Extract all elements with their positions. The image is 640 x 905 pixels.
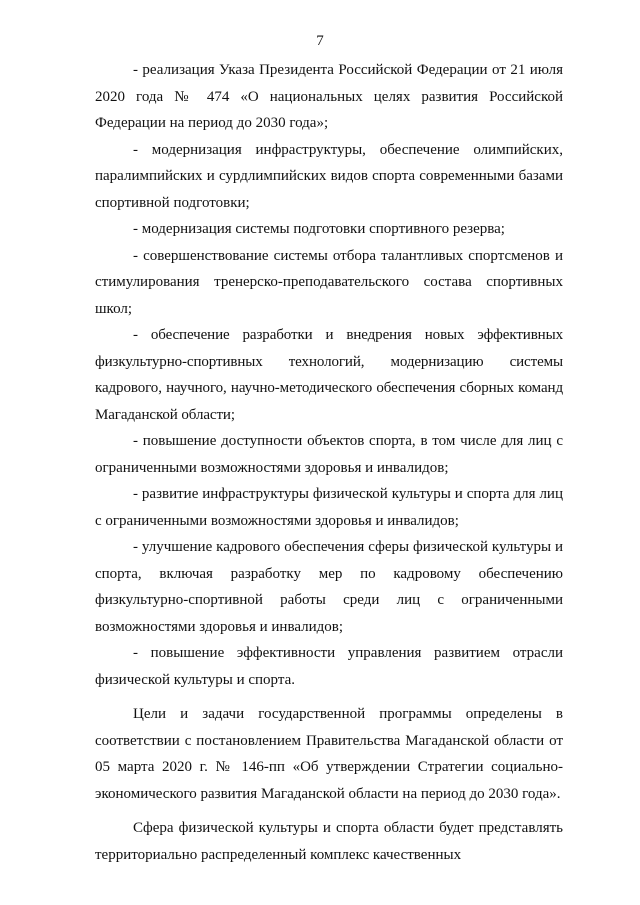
list-item-athlete-selection: - совершенствование системы отбора талантливых спортсменов и стимулирования тренерско-преподавательского состава спортивных школ; — [95, 247, 563, 317]
list-item-management: - повышение эффективности управления развитием отрасли физической культуры и спорта. — [95, 645, 563, 688]
paragraph-goals: Цели и задачи государственной программы определены в соответствии с постановлением Правительства Магаданской области от 05 марта 2020 г. № 146-пп «Об утверждении Стратегии социально-экономического развития Магаданской области на период до 2030 года». — [95, 706, 563, 802]
paragraph-sphere: Сфера физической культуры и спорта области будет представлять территориально распределенный комплекс качественных — [95, 820, 563, 863]
list-item-technologies: - обеспечение разработки и внедрения новых эффективных физкультурно-спортивных технологий, модернизацию системы кадрового, научного, научно-методического обеспечения сборных команд Магаданской области; — [95, 327, 563, 423]
list-item-infrastructure: - модернизация инфраструктуры, обеспечение олимпийских, паралимпийских и сурдлимпийских видов спорта современными базами спортивной подготовки; — [95, 141, 563, 211]
list-item-infrastructure-disabled: - развитие инфраструктуры физической культуры и спорта для лиц с ограниченными возможностями здоровья и инвалидов; — [95, 486, 563, 529]
list-item-accessibility: - повышение доступности объектов спорта, в том числе для лиц с ограниченными возможностями здоровья и инвалидов; — [95, 433, 563, 476]
document-body — [95, 57, 563, 868]
list-item-staffing: - улучшение кадрового обеспечения сферы физической культуры и спорта, включая разработку мер по кадровому обеспечению физкультурно-спортивной работы среди лиц с ограниченными возможностями здоровья и инвалидов; — [95, 539, 563, 635]
list-item-reserve-training: - модернизация системы подготовки спортивного резерва; — [133, 221, 505, 237]
page-number: 7 — [316, 33, 324, 49]
list-item-decree: - реализация Указа Президента Российской Федерации от 21 июля 2020 года № 474 «О национальных целях развития Российской Федерации на период до 2030 года»; — [95, 62, 563, 131]
